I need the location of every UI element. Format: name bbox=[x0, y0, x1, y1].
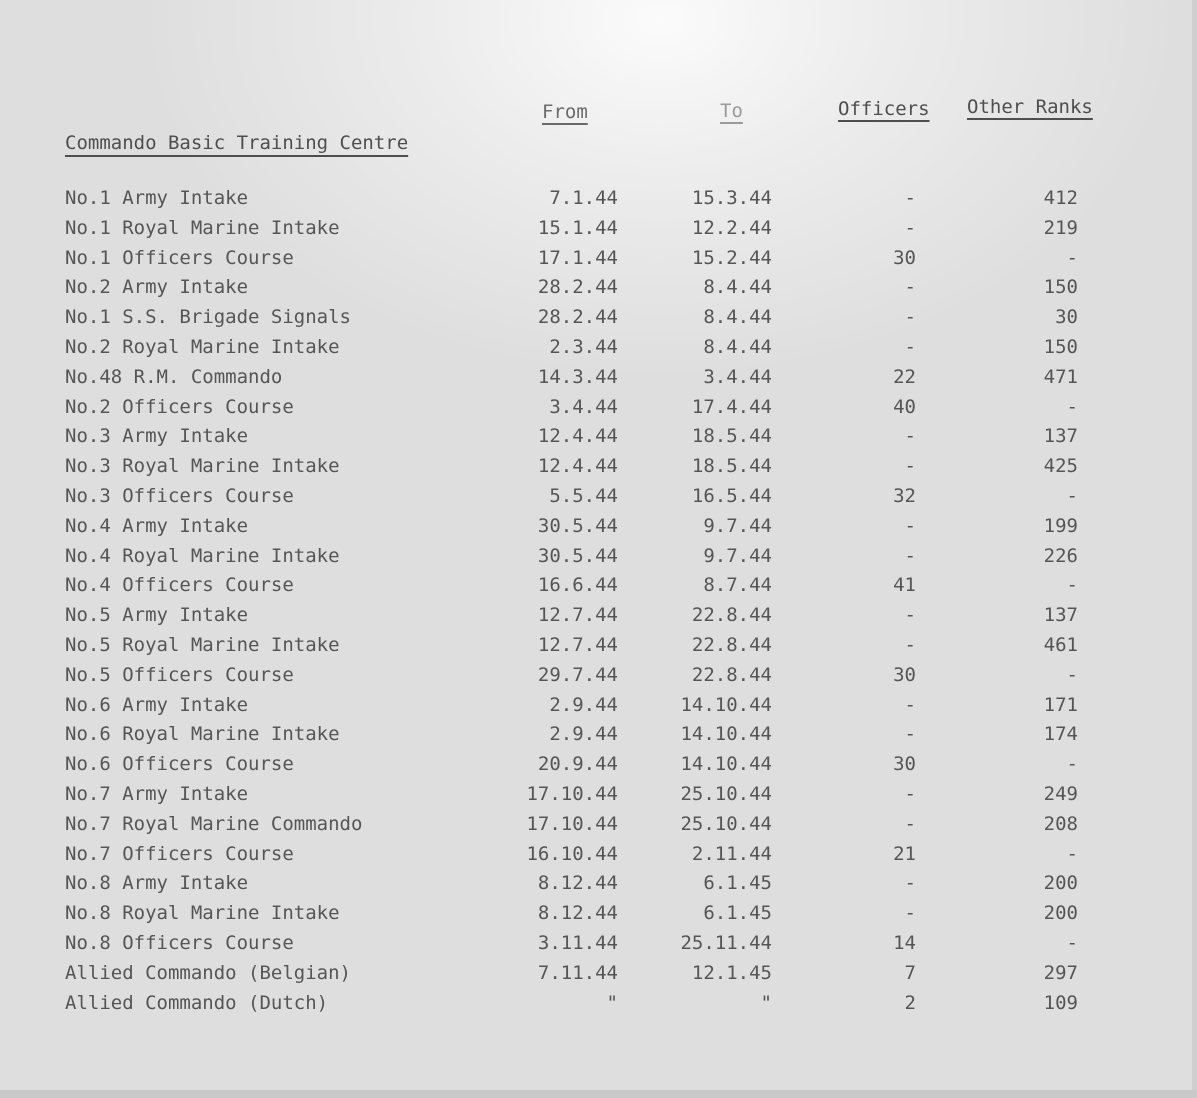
officers-count: - bbox=[904, 425, 916, 448]
other-ranks-count: 174 bbox=[1043, 723, 1078, 746]
to-date: 12.2.44 bbox=[691, 216, 772, 239]
from-date: 3.4.44 bbox=[549, 395, 618, 418]
column-header-from: From bbox=[542, 101, 588, 123]
table-row bbox=[0, 932, 1192, 962]
officers-count: 22 bbox=[893, 365, 916, 388]
course-name: No.1 S.S. Brigade Signals bbox=[65, 306, 351, 329]
to-date: 15.3.44 bbox=[691, 187, 772, 209]
table-row bbox=[0, 455, 1192, 485]
other-ranks-count: 200 bbox=[1043, 902, 1078, 925]
officers-count: - bbox=[904, 514, 916, 537]
from-date: 5.5.44 bbox=[549, 484, 618, 507]
other-ranks-count: - bbox=[1066, 663, 1078, 686]
officers-count: - bbox=[904, 782, 916, 805]
from-date: 17.1.44 bbox=[537, 246, 618, 269]
table-row bbox=[0, 604, 1192, 634]
officers-count: - bbox=[904, 187, 916, 209]
table-row bbox=[0, 843, 1192, 873]
table-row bbox=[0, 723, 1192, 753]
course-name: No.7 Army Intake bbox=[65, 782, 249, 805]
from-date: 7.1.44 bbox=[549, 187, 618, 209]
to-date: 14.10.44 bbox=[680, 723, 772, 746]
to-date: 6.1.45 bbox=[703, 872, 772, 895]
other-ranks-count: 412 bbox=[1043, 187, 1078, 209]
table-row bbox=[0, 336, 1192, 366]
column-header-to: To bbox=[720, 100, 743, 122]
table-row bbox=[0, 753, 1192, 783]
from-date: 17.10.44 bbox=[526, 782, 618, 805]
course-name: No.8 Officers Course bbox=[65, 931, 294, 954]
course-name: No.6 Royal Marine Intake bbox=[65, 723, 340, 746]
other-ranks-count: 226 bbox=[1043, 544, 1078, 567]
from-date: 2.9.44 bbox=[549, 693, 618, 716]
table-row bbox=[0, 962, 1192, 992]
other-ranks-count: 150 bbox=[1043, 335, 1078, 358]
table-row bbox=[0, 634, 1192, 664]
from-date: 7.11.44 bbox=[537, 961, 618, 984]
table-row bbox=[0, 574, 1192, 604]
course-name: No.3 Officers Course bbox=[65, 484, 294, 507]
other-ranks-count: - bbox=[1066, 753, 1078, 776]
officers-count: - bbox=[904, 544, 916, 567]
table-row bbox=[0, 664, 1192, 694]
table-row bbox=[0, 187, 1192, 217]
officers-count: - bbox=[904, 872, 916, 895]
other-ranks-count: 461 bbox=[1043, 633, 1078, 656]
from-date: 16.6.44 bbox=[537, 574, 618, 597]
other-ranks-count: 171 bbox=[1043, 693, 1078, 716]
other-ranks-count: 199 bbox=[1043, 514, 1078, 537]
officers-count: 2 bbox=[904, 991, 916, 1014]
other-ranks-count: 425 bbox=[1043, 455, 1078, 478]
other-ranks-count: 137 bbox=[1043, 604, 1078, 627]
course-name: No.4 Royal Marine Intake bbox=[65, 544, 340, 567]
to-date: 3.4.44 bbox=[703, 365, 772, 388]
other-ranks-count: - bbox=[1066, 931, 1078, 954]
other-ranks-count: 30 bbox=[1055, 306, 1078, 329]
other-ranks-count: 219 bbox=[1043, 216, 1078, 239]
officers-count: - bbox=[904, 723, 916, 746]
course-name: Allied Commando (Belgian) bbox=[65, 961, 351, 984]
course-name: No.8 Royal Marine Intake bbox=[65, 902, 340, 925]
course-name: No.6 Officers Course bbox=[65, 753, 294, 776]
course-name: No.8 Army Intake bbox=[65, 872, 249, 895]
course-name: No.3 Royal Marine Intake bbox=[65, 455, 340, 478]
course-name: No.4 Officers Course bbox=[65, 574, 294, 597]
from-date: 28.2.44 bbox=[537, 306, 618, 329]
table-row bbox=[0, 306, 1192, 336]
table-row bbox=[0, 813, 1192, 843]
officers-count: - bbox=[904, 633, 916, 656]
course-name: No.48 R.M. Commando bbox=[65, 365, 283, 388]
from-date: 12.4.44 bbox=[537, 455, 618, 478]
course-name: No.3 Army Intake bbox=[65, 425, 249, 448]
course-name: No.7 Officers Course bbox=[65, 842, 294, 865]
to-date: 18.5.44 bbox=[691, 455, 772, 478]
page-edge bbox=[1192, 0, 1197, 1098]
course-name: No.2 Royal Marine Intake bbox=[65, 335, 340, 358]
other-ranks-count: 249 bbox=[1043, 782, 1078, 805]
to-date: 12.1.45 bbox=[691, 961, 772, 984]
from-date: 29.7.44 bbox=[537, 663, 618, 686]
other-ranks-count: - bbox=[1066, 574, 1078, 597]
table-row bbox=[0, 217, 1192, 247]
table-row bbox=[0, 247, 1192, 277]
to-date: 8.4.44 bbox=[703, 306, 772, 329]
other-ranks-count: 150 bbox=[1043, 276, 1078, 299]
table-row bbox=[0, 485, 1192, 515]
officers-count: - bbox=[904, 216, 916, 239]
course-name: No.7 Royal Marine Commando bbox=[65, 812, 363, 835]
other-ranks-count: 137 bbox=[1043, 425, 1078, 448]
table-row bbox=[0, 425, 1192, 455]
officers-count: 30 bbox=[893, 246, 916, 269]
course-name: No.1 Officers Course bbox=[65, 246, 294, 269]
to-date: 25.11.44 bbox=[680, 931, 772, 954]
officers-count: - bbox=[904, 693, 916, 716]
from-date: 17.10.44 bbox=[526, 812, 618, 835]
officers-count: 32 bbox=[893, 484, 916, 507]
from-date: 3.11.44 bbox=[537, 931, 618, 954]
to-date: 9.7.44 bbox=[703, 544, 772, 567]
table-row bbox=[0, 545, 1192, 575]
to-date: 22.8.44 bbox=[691, 633, 772, 656]
course-name: No.2 Officers Course bbox=[65, 395, 294, 418]
officers-count: - bbox=[904, 455, 916, 478]
to-date: 25.10.44 bbox=[680, 812, 772, 835]
officers-count: 30 bbox=[893, 663, 916, 686]
from-date: 30.5.44 bbox=[537, 544, 618, 567]
table-row bbox=[0, 276, 1192, 306]
table-row bbox=[0, 694, 1192, 724]
table-row bbox=[0, 515, 1192, 545]
training-table bbox=[0, 187, 1192, 1021]
column-header-other-ranks: Other Ranks bbox=[967, 96, 1093, 118]
to-date: 8.7.44 bbox=[703, 574, 772, 597]
course-name: Allied Commando (Dutch) bbox=[65, 991, 329, 1014]
table-row bbox=[0, 872, 1192, 902]
from-date: 2.3.44 bbox=[549, 335, 618, 358]
from-date: 16.10.44 bbox=[526, 842, 618, 865]
course-name: No.2 Army Intake bbox=[65, 276, 249, 299]
table-row bbox=[0, 992, 1192, 1022]
to-date: 22.8.44 bbox=[691, 663, 772, 686]
table-row bbox=[0, 396, 1192, 426]
other-ranks-count: 208 bbox=[1043, 812, 1078, 835]
other-ranks-count: 109 bbox=[1043, 991, 1078, 1014]
from-date: 20.9.44 bbox=[537, 753, 618, 776]
to-date: 15.2.44 bbox=[691, 246, 772, 269]
officers-count: - bbox=[904, 902, 916, 925]
officers-count: 41 bbox=[893, 574, 916, 597]
table-row bbox=[0, 783, 1192, 813]
officers-count: 14 bbox=[893, 931, 916, 954]
course-name: No.1 Army Intake bbox=[65, 187, 249, 209]
officers-count: - bbox=[904, 335, 916, 358]
section-title: Commando Basic Training Centre bbox=[65, 132, 409, 154]
to-date: 16.5.44 bbox=[691, 484, 772, 507]
course-name: No.6 Army Intake bbox=[65, 693, 249, 716]
from-date: 8.12.44 bbox=[537, 872, 618, 895]
officers-count: 7 bbox=[904, 961, 916, 984]
course-name: No.5 Officers Course bbox=[65, 663, 294, 686]
officers-count: - bbox=[904, 812, 916, 835]
to-date: 25.10.44 bbox=[680, 782, 772, 805]
from-date: 12.4.44 bbox=[537, 425, 618, 448]
table-row bbox=[0, 366, 1192, 396]
column-header-officers: Officers bbox=[838, 98, 930, 120]
officers-count: 40 bbox=[893, 395, 916, 418]
from-date: 2.9.44 bbox=[549, 723, 618, 746]
officers-count: 21 bbox=[893, 842, 916, 865]
to-date: 18.5.44 bbox=[691, 425, 772, 448]
from-date: " bbox=[606, 991, 618, 1014]
other-ranks-count: 471 bbox=[1043, 365, 1078, 388]
page-edge bbox=[0, 1090, 1197, 1098]
other-ranks-count: 200 bbox=[1043, 872, 1078, 895]
from-date: 12.7.44 bbox=[537, 633, 618, 656]
to-date: 14.10.44 bbox=[680, 693, 772, 716]
officers-count: - bbox=[904, 306, 916, 329]
from-date: 28.2.44 bbox=[537, 276, 618, 299]
other-ranks-count: 297 bbox=[1043, 961, 1078, 984]
table-row bbox=[0, 902, 1192, 932]
to-date: 2.11.44 bbox=[691, 842, 772, 865]
from-date: 14.3.44 bbox=[537, 365, 618, 388]
officers-count: - bbox=[904, 604, 916, 627]
to-date: 17.4.44 bbox=[691, 395, 772, 418]
officers-count: 30 bbox=[893, 753, 916, 776]
course-name: No.5 Royal Marine Intake bbox=[65, 633, 340, 656]
to-date: 8.4.44 bbox=[703, 276, 772, 299]
from-date: 8.12.44 bbox=[537, 902, 618, 925]
other-ranks-count: - bbox=[1066, 395, 1078, 418]
other-ranks-count: - bbox=[1066, 246, 1078, 269]
course-name: No.1 Royal Marine Intake bbox=[65, 216, 340, 239]
to-date: 14.10.44 bbox=[680, 753, 772, 776]
to-date: 8.4.44 bbox=[703, 335, 772, 358]
to-date: " bbox=[760, 991, 772, 1014]
other-ranks-count: - bbox=[1066, 842, 1078, 865]
to-date: 9.7.44 bbox=[703, 514, 772, 537]
from-date: 30.5.44 bbox=[537, 514, 618, 537]
from-date: 15.1.44 bbox=[537, 216, 618, 239]
to-date: 6.1.45 bbox=[703, 902, 772, 925]
other-ranks-count: - bbox=[1066, 484, 1078, 507]
officers-count: - bbox=[904, 276, 916, 299]
course-name: No.5 Army Intake bbox=[65, 604, 249, 627]
course-name: No.4 Army Intake bbox=[65, 514, 249, 537]
to-date: 22.8.44 bbox=[691, 604, 772, 627]
from-date: 12.7.44 bbox=[537, 604, 618, 627]
